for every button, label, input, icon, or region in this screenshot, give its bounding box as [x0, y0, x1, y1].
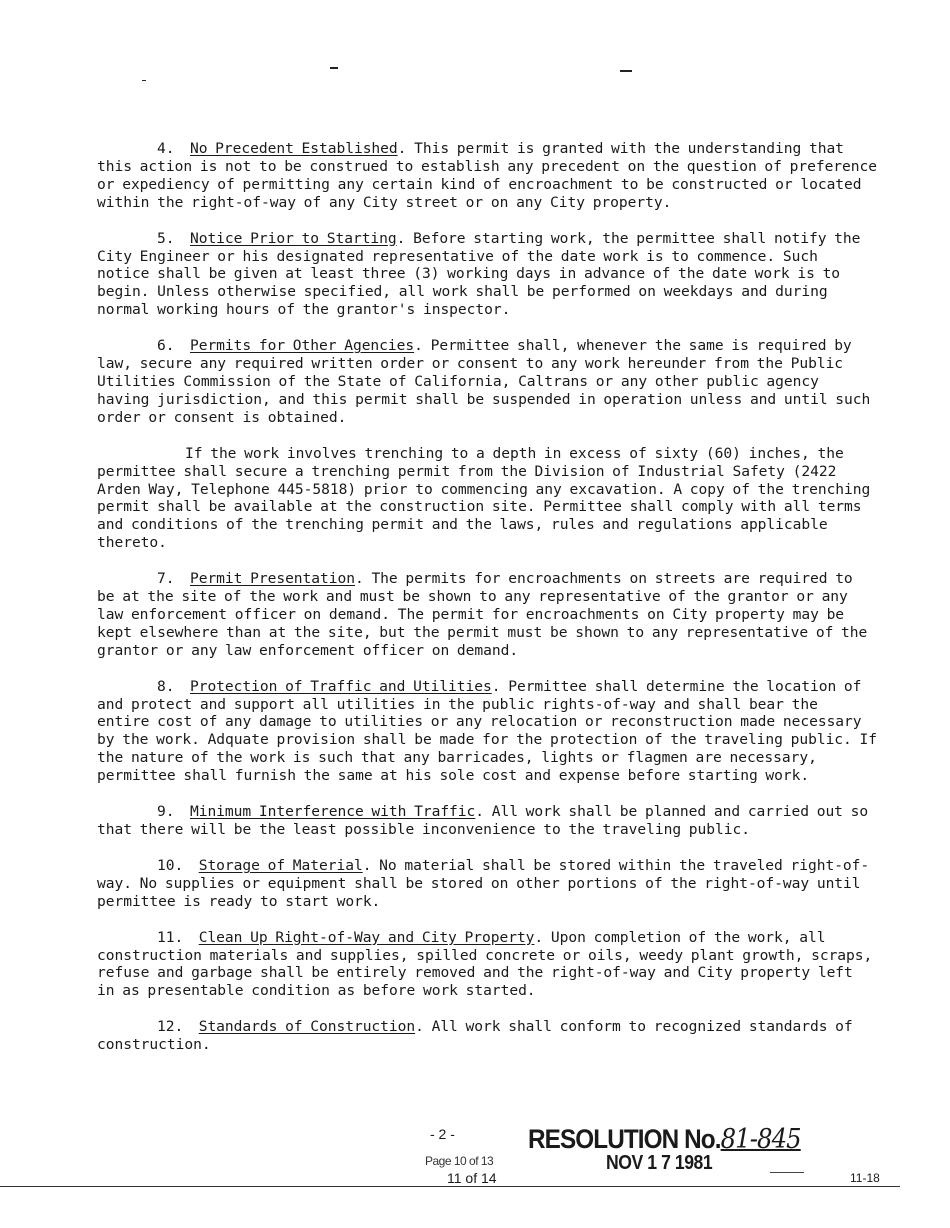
form-code: 11-18	[850, 1171, 880, 1185]
paragraph-text: If the work involves trenching to a depth in excess of sixty (60) inches, the permittee shall secure a trenching permit from the Division of Industrial Safety (2422 Arden Way, Telephone 445-5818) prior to commencing any excavation. A copy of the trenching permit shall be available at the construction site. Permittee shall comply with all terms and conditions of the trenching permit and the laws, rules and regulations applicable thereto.	[97, 444, 871, 552]
paragraph-number: 12.	[157, 1018, 184, 1036]
paragraph-text: . Permittee shall determine the location of and protect and support all utilities in the public rights-of-way and shall bear the entire cost of any damage to utilities or any relocation or reconstruction made necessary by the work. Adquate provision shall be made for the protection of the traveling public. If the nature of the work is such that any barricades, lights or flagmen are necessary, permittee shall furnish the same at his sole cost and expense before starting work.	[97, 677, 877, 785]
paragraph-number: 10.	[157, 856, 184, 874]
paragraph	[97, 570, 877, 660]
scan-mark	[620, 70, 632, 72]
paragraph-text: . All work shall conform to recognized standards of construction.	[97, 1018, 853, 1054]
paragraph-heading: Minimum Interference with Traffic	[189, 803, 476, 821]
resolution-number: 81-845	[720, 1124, 801, 1155]
page-marker: - 2 -	[430, 1126, 455, 1142]
paragraph-heading: No Precedent Established	[189, 140, 398, 157]
paragraph-heading: Notice Prior to Starting	[189, 229, 397, 247]
resolution-stamp	[528, 1124, 801, 1155]
paragraph-number: 9.	[157, 803, 175, 821]
paragraph-text: . This permit is granted with the understanding that this action is not to be construed to establish any precedent on the question of preference or expediency of permitting any certain kind of encroachment to be constructed or located within the right-of-way of any City street or on any City property.	[97, 140, 877, 211]
document-body	[97, 140, 877, 1072]
paragraph-text: . No material shall be stored within the traveled right-of-way. No supplies or equipment shall be stored on other portions of the right-of-way until permittee is ready to start work.	[97, 856, 870, 910]
paragraph	[97, 678, 877, 785]
paragraph	[97, 140, 877, 212]
paragraph-heading: Permits for Other Agencies	[189, 337, 415, 355]
paragraph	[97, 230, 877, 320]
paragraph	[97, 445, 877, 552]
paragraph-number: 8.	[157, 677, 175, 695]
paragraph-text: . All work shall be planned and carried out so that there will be the least possible inconvenience to the traveling public.	[97, 803, 869, 838]
paragraph	[97, 1018, 877, 1054]
paragraph-text: . Before starting work, the permittee shall notify the City Engineer or his designated representative of the date work is to commence. Such notice shall be given at least three (3) working days in advance of the date work is to begin. Unless otherwise specified, all work shall be performed on weekdays and during normal working hours of the grantor's inspector.	[97, 229, 861, 319]
paragraph-text: . Permittee shall, whenever the same is required by law, secure any required written order or consent to any work hereunder from the Public Utilities Commission of the State of California, Caltrans or any other public agency having jurisdiction, and this permit shall be suspended in operation unless and until such order or consent is obtained.	[97, 337, 871, 426]
paragraph-number: 7.	[157, 570, 175, 588]
paragraph-number: 6.	[157, 337, 175, 355]
footer-rule	[0, 1186, 900, 1187]
paragraph-number: 5.	[157, 229, 175, 247]
paragraph-text: . The permits for encroachments on streets are required to be at the site of the work and must be shown to any representative of the grantor or any law enforcement officer on demand. The permit for encroachments on City property may be kept elsewhere than at the site, but the permit must be shown to any representative of the grantor or any law enforcement officer on demand.	[97, 570, 868, 659]
paragraph	[97, 857, 877, 911]
scan-mark	[142, 80, 146, 81]
page-number: 11 of 14	[447, 1170, 497, 1186]
paragraph-heading: Storage of Material	[198, 856, 363, 874]
paragraph-number: 11.	[157, 928, 184, 946]
paragraph-heading: Clean Up Right-of-Way and City Property	[198, 928, 535, 946]
scan-mark	[330, 67, 338, 69]
crossed-page-number: Page 10 of 13	[425, 1154, 494, 1168]
paragraph	[97, 929, 877, 1001]
paragraph-number: 4.	[157, 140, 175, 157]
paragraph	[97, 337, 877, 427]
paragraph-text: . Upon completion of the work, all construction materials and supplies, spilled concrete or oils, weedy plant growth, scraps, refuse and garbage shall be entirely removed and the right-of-way and City property left in as presentable condition as before work started.	[97, 928, 873, 1000]
resolution-label: RESOLUTION No.	[528, 1124, 721, 1154]
paragraph-heading: Protection of Traffic and Utilities	[189, 677, 492, 695]
paragraph-heading: Standards of Construction	[198, 1018, 416, 1036]
paragraph	[97, 803, 877, 839]
date-stamp: NOV 1 7 1981	[606, 1152, 713, 1174]
signature-line	[770, 1172, 804, 1173]
paragraph-heading: Permit Presentation	[189, 570, 355, 588]
